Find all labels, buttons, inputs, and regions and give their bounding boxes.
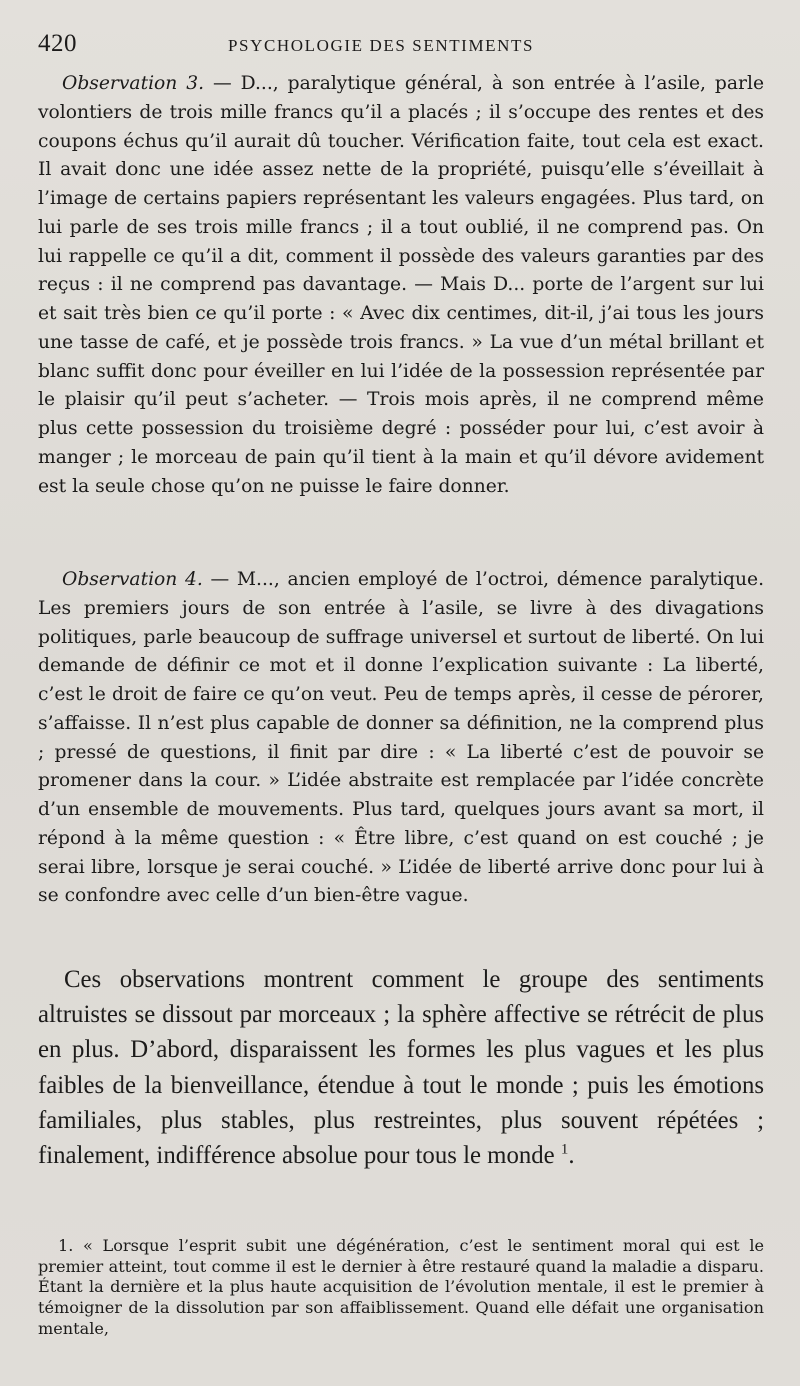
running-head: PSYCHOLOGIE DES SENTIMENTS <box>228 36 535 55</box>
main-paragraph <box>38 962 764 1173</box>
observation-4-paragraph <box>38 566 764 911</box>
observation-4-label: Observation 4. <box>62 569 203 590</box>
page-header <box>38 30 762 66</box>
observation-3-label: Observation 3. <box>62 73 205 94</box>
footnote-reference[interactable]: 1 <box>560 1141 569 1158</box>
observation-3-paragraph <box>38 70 764 501</box>
observation-3-text: — D..., paralytique général, à son entrée à l’asile, parle volontiers de trois mille francs qu’il a placés ; il s’occupe des rentes et des coupons échus qu’il aurait dû toucher. Vérification faite, tout cela est exact. Il avait donc une idée assez nette de la propriété, puisqu’elle s’éveillait à l’image de certains papiers représentant les valeurs engagées. Plus tard, on lui parle de ses trois mille francs ; il a tout oublié, il ne comprend pas. On lui rappelle ce qu’il a dit, comment il possède des valeurs garanties par des reçus : il ne comprend pas davantage. — Mais D... porte de l’argent sur lui et sait très bien ce qu’il porte : « Avec dix centimes, dit-il, j’ai tous les jours une tasse de café, et je possède trois francs. » La vue d’un métal brillant et blanc suffit donc pour éveiller en lui l’idée de la possession représentée par le plaisir qu’il peut s’acheter. — Trois mois après, il ne comprend même plus cette possession du troisième degré : posséder pour lui, c’est avoir à manger ; le morceau de pain qu’il tient à la main et qu’il dévore avidement est la seule chose qu’on ne puisse le faire donner. <box>38 73 765 497</box>
footnote <box>38 1236 764 1340</box>
observation-4-text: — M..., ancien employé de l’octroi, démence paralytique. Les premiers jours de son entrée à l’asile, se livre à des divagations politiques, parle beaucoup de suffrage universel et surtout de liberté. On lui demande de définir ce mot et il donne l’explication suivante : La liberté, c’est le droit de faire ce qu’on veut. Peu de temps après, il cesse de pérorer, s’affaisse. Il n’est plus capable de donner sa définition, ne la comprend plus ; pressé de questions, il finit par dire : « La liberté c’est de pouvoir se promener dans la cour. » L’idée abstraite est remplacée par l’idée concrète d’un ensemble de mouvements. Plus tard, quelques jours avant sa mort, il répond à la même question : « Être libre, c’est quand on est couché ; je serai libre, lorsque je serai couché. » L’idée de liberté arrive donc pour lui à se confondre avec celle d’un bien-être vague. <box>38 569 765 907</box>
main-paragraph-text: Ces observations montrent comment le groupe des sentiments altruistes se dissout par morceaux ; la sphère affective se rétrécit de plus en plus. D’abord, disparaissent les formes les plus vagues et les plus faibles de la bienveillance, étendue à tout le monde ; puis les émotions familiales, plus stables, plus restreintes, plus souvent répétées ; finalement, indifférence absolue pour tous le monde <box>38 966 764 1170</box>
main-paragraph-end: . <box>568 1142 575 1170</box>
footnote-text: 1. « Lorsque l’esprit subit une dégénération, c’est le sentiment moral qui est le premier atteint, tout comme il est le dernier à être restauré quand la maladie a disparu. Étant la dernière et la plus haute acquisition de l’évolution mentale, il est le premier à témoigner de la dissolution par son affaiblissement. Quand elle défait une organisation mentale, <box>38 1236 764 1338</box>
page-number: 420 <box>38 30 77 57</box>
